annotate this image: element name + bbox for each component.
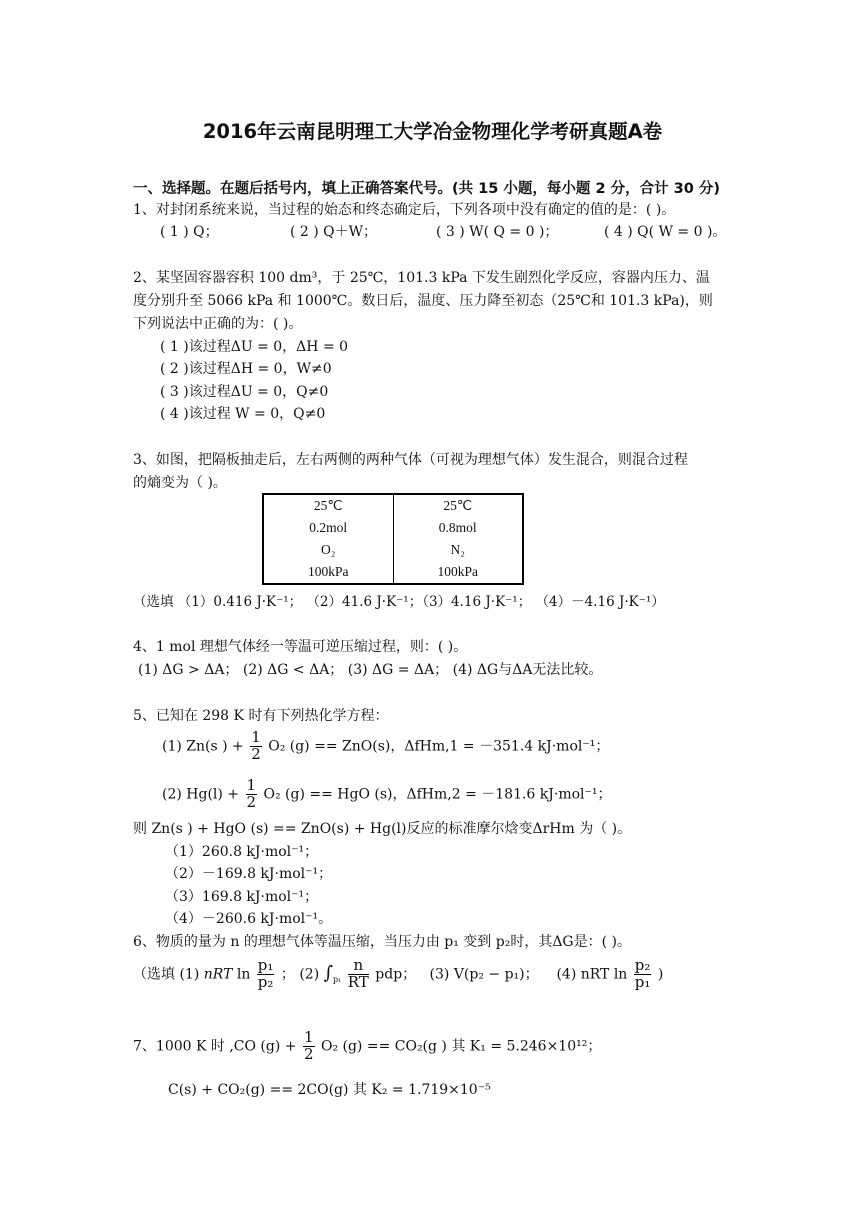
question-1-option-3: ( 3 ) W( Q = 0 )；	[436, 224, 559, 240]
table-row	[263, 517, 523, 539]
fraction-half: $\frac{1}{2}$	[246, 776, 257, 811]
fraction-n-over-rt: $\frac{n}{RT}$	[347, 956, 369, 991]
question-1-option-4: ( 4 ) Q( W = 0 )。	[604, 224, 727, 240]
question-7-line-2: C(s) + CO₂(g) == 2CO(g) 其 K₂ = 1.719×10⁻⁵	[168, 1082, 491, 1098]
question-5-option-1: （1）260.8 kJ·mol⁻¹；	[165, 844, 319, 860]
question-3-line-2: 的熵变为（ )。	[133, 475, 227, 491]
question-3-line-1: 3、如图，把隔板抽走后，左右两侧的两种气体（可视为理想气体）发生混合，则混合过程	[133, 452, 688, 468]
table-cell: O₂	[263, 539, 393, 561]
table-cell: 25℃	[443, 498, 473, 513]
question-2-option-2: ( 2 )该过程ΔH = 0，W≠0	[160, 361, 332, 377]
section-heading: 一、选择题。在题后括号内，填上正确答案代号。(共 15 小题，每小题 2 分，合计 30 分)	[133, 181, 720, 197]
fraction-p2-over-p1: $\frac{\text{p₂}}{\text{p₁}}$	[634, 956, 651, 991]
table-cell: N₂	[450, 542, 465, 557]
table-cell: 0.2mol	[263, 517, 393, 539]
fraction-half: $\frac{1}{2}$	[303, 1028, 314, 1063]
question-2-option-1: ( 1 )该过程ΔU = 0，ΔH = 0	[160, 339, 349, 355]
equation-1-lhs: (1) Zn(s ) +	[162, 738, 244, 755]
question-1-option-1: ( 1 ) Q；	[160, 224, 219, 240]
question-2-line-1: 2、某坚固容器容积 100 dm³，于 25℃，101.3 kPa 下发生剧烈化学反应，容器内压力、温	[133, 270, 710, 286]
equation-2-lhs: (2) Hg(l) +	[162, 786, 240, 803]
table-row	[263, 539, 523, 561]
equation-1	[162, 730, 609, 763]
table-cell: 100kPa	[437, 564, 478, 579]
question-5-stem: 5、已知在 298 K 时有下列热化学方程：	[133, 708, 389, 724]
question-2-option-3: ( 3 )该过程ΔU = 0，Q≠0	[160, 384, 329, 400]
fraction-p1-over-p2: $\frac{\text{p₁}}{\text{p₂}}$	[257, 956, 274, 991]
table-row	[263, 561, 523, 584]
equation-1-rhs: O₂ (g) == ZnO(s)，ΔfHm,1 = －351.4 kJ·mol⁻¹；	[268, 738, 610, 755]
question-4-options: (1) ΔG > ΔA； (2) ΔG < ΔA； (3) ΔG = ΔA； (4) ΔG与ΔA无法比较。	[138, 662, 603, 678]
table-cell: 100kPa	[263, 561, 393, 584]
gas-mixing-table	[262, 493, 524, 585]
question-2-line-3: 下列说法中正确的为：( )。	[133, 316, 303, 332]
page-title: 2016年云南昆明理工大学冶金物理化学考研真题A卷	[202, 120, 663, 143]
question-6-options: （选填 (1) nRT ln $\frac{\text{p₁}}{\text{p₂}}$ ； (2) $\int_{p_1}$ $\frac{n}{RT}$ pdp； (3) V(p₂ − p₁)； (4) nRT ln $\frac{\text{p₂}}{\text{p₁}}$ )	[133, 956, 664, 991]
question-5-option-4: （4）－260.6 kJ·mol⁻¹。	[165, 911, 333, 927]
question-3-options: （选填 （1）0.416 J·K⁻¹； （2）41.6 J·K⁻¹；（3）4.16 J·K⁻¹； （4）－4.16 J·K⁻¹）	[133, 594, 665, 610]
question-5-line-3: 则 Zn(s ) + HgO (s) == ZnO(s) + Hg(l)反应的标准摩尔焓变ΔrHm 为（ )。	[133, 821, 632, 837]
fraction-half: $\frac{1}{2}$	[251, 728, 261, 763]
question-1-stem: 1、对封闭系统来说，当过程的始态和终态确定后，下列各项中没有确定的值的是：( )。	[133, 202, 676, 218]
question-6-stem: 6、物质的量为 n 的理想气体等温压缩，当压力由 p₁ 变到 p₂时，其ΔG是：( )。	[133, 934, 631, 950]
table-cell: 0.8mol	[438, 520, 477, 535]
question-5-option-2: （2）－169.8 kJ·mol⁻¹；	[165, 866, 333, 882]
question-4-stem: 4、1 mol 理想气体经一等温可逆压缩过程，则：( )。	[133, 639, 468, 655]
question-7-line-1: 7、1000 K 时 ,CO (g) + $\frac{1}{2}$ O₂ (g) == CO₂(g ) 其 K₁ = 5.246×10¹²；	[133, 1028, 602, 1063]
table-row	[263, 494, 523, 517]
table-cell: 25℃	[263, 494, 393, 517]
question-2-line-2: 度分别升至 5066 kPa 和 1000℃。数日后，温度、压力降至初态（25℃和 101.3 kPa)，则	[133, 293, 713, 309]
question-5-option-3: （3）169.8 kJ·mol⁻¹；	[165, 889, 319, 905]
question-2-option-4: ( 4 )该过程 W = 0，Q≠0	[160, 406, 326, 422]
equation-2	[162, 778, 612, 811]
question-1-option-2: ( 2 ) Q＋W；	[290, 224, 378, 240]
equation-2-rhs: O₂ (g) == HgO (s)，ΔfHm,2 = －181.6 kJ·mol⁻¹；	[263, 786, 612, 803]
